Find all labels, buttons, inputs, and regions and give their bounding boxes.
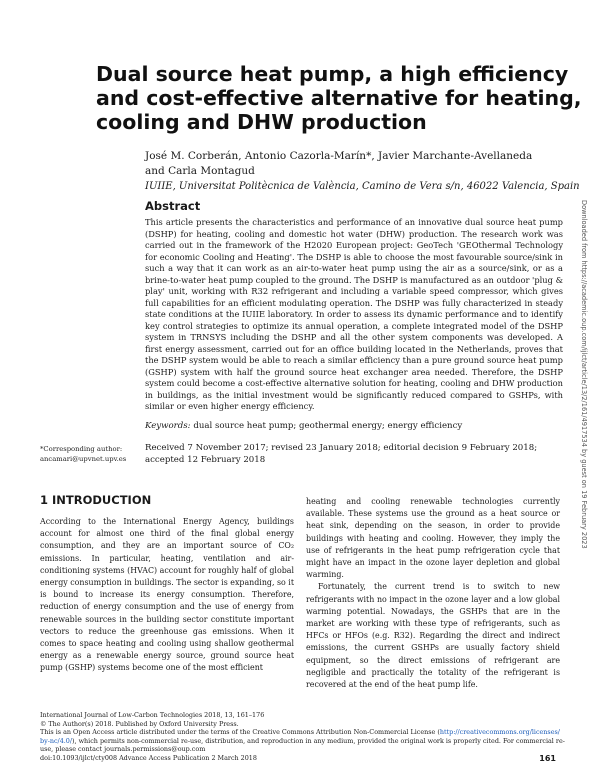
abstract-body: This article presents the characteristics and performance of an innovative dual source heat pump (DSHP) for heating, cooling and domestic hot water (DHW) production. The research work was carried out in the framework of the H2020 European project: GeoTech 'GEOthermal Technology for economic Cooling and Heating'. The DSHP is able to choose the most favourable source/sink in such a way that it can work as an air-to-water heat pump using the air as a source/sink, or as a brine-to-water heat pump coupled to the ground. The DSHP is manufactured as an outdoor 'plug & play' unit, working with R32 refrigerant and including a variable speed compressor, which gives full capabilities for an efficient modulating operation. The DSHP was fully characterized in steady state conditions at the IUIIE laboratory. In order to assess its dynamic performance and to identify key control strategies to optimize its annual operation, a complete integrated model of the DSHP system in TRNSYS including the DSHP and all the other system components was developed. A first energy assessment, carried out for an office building located in the Netherlands, proves that the DSHP system would be able to reach a similar efficiency than a pure ground source heat pump (GSHP) system with half the ground source heat exchanger area needed. Therefore, the DSHP system could become a cost-effective alternative solution for heating, cooling and DHW production in buildings, as the initial investment would be significantly reduced compared to GSHPs, with similar or even higher energy efficiency. <box>145 217 563 411</box>
journal-citation: International Journal of Low-Carbon Technologies 2018, 13, 161–176 <box>40 711 265 719</box>
abstract-heading: Abstract <box>145 199 201 213</box>
license-text: This is an Open Access article distributed under the terms of the Creative Commons Attribution Non-Commercial License ( <box>40 728 440 736</box>
keywords-text: dual source heat pump; geothermal energy; energy efficiency <box>193 421 463 431</box>
keywords <box>145 421 563 432</box>
affiliation: IUIIE, Universitat Politècnica de València, Camino de Vera s/n, 46022 Valencia, Spain <box>145 181 580 192</box>
received-dates: Received 7 November 2017; revised 23 January 2018; editorial decision 9 February 2018; accepted 12 February 2018 <box>145 443 538 465</box>
page-footer <box>40 711 565 762</box>
title-line: cooling and DHW production <box>96 110 427 134</box>
author-list <box>145 149 565 179</box>
copyright-notice: © The Author(s) 2018. Published by Oxford University Press. <box>40 719 239 728</box>
license-line <box>40 728 560 737</box>
doi-line: doi:10.1093/ijlct/cty008 Advance Access Publication 2 March 2018 <box>40 753 257 762</box>
corresponding-author-note <box>40 444 136 464</box>
title-line: Dual source heat pump, a high efficiency <box>96 62 569 86</box>
download-stamp <box>577 200 589 570</box>
paragraph: Fortunately, the current trend is to switch to new refrigerants with no impact in the ozone layer and a low global warming potential. Nowadays, the GSHPs that are in the market are working with these type of refrigerants, such as HFCs or HFOs (e.g. R32). Regarding the direct and indirect emissions, the current GSHPs are usually factory shield equipment, so the direct emissions of refrigerant are negligible and practically the totality of the refrigerant is recovered at the end of the heat pump life. <box>306 582 560 690</box>
keywords-label: Keywords: <box>145 421 191 431</box>
article-title <box>96 62 582 134</box>
author-line: and Carla Montagud <box>145 165 255 177</box>
paragraph: According to the International Energy Agency, buildings account for almost one third of the final global energy consumption, and they are an important source of CO₂ emissions. In particular, heating, ventilation and air-conditioning systems (HVAC) account for roughly half of global energy consumption in buildings. The sector is expanding, so it is bound to increase its energy consumption. Therefore, reduction of energy consumption and the use of energy from renewable sources in the building sector constitute important vectors to reduce the greenhouse gas emissions. When it comes to space heating and cooling using shallow geothermal energy as a renewable energy source, ground source heat pump (GSHP) systems become one of the most efficient <box>40 517 294 673</box>
license-link-continued[interactable]: by-nc/4.0/ <box>40 736 73 745</box>
corresponding-email[interactable]: ancamari@upvnet.upv.es <box>40 455 127 463</box>
page-number: 161 <box>539 754 556 763</box>
license-link[interactable]: http://creativecommons.org/licenses/ <box>439 728 560 736</box>
license-text: ), which permits non-commercial re-use, distribution, and reproduction in any medium, provided the original work is properly cited. For commercial re- <box>72 736 565 745</box>
corresponding-label: *Corresponding author: <box>40 445 123 453</box>
download-stamp-text: Downloaded from https://academic.oup.com/ijlct/article/13/2/161/4917534 by guest on 19 February 2023 <box>580 200 588 549</box>
section-heading-introduction: 1 INTRODUCTION <box>40 493 152 507</box>
column-left <box>40 516 294 675</box>
paragraph: heating and cooling renewable technologies currently available. These systems use the ground as a heat source or heat sink, depending on the season, in order to provide buildings with heating and cooling. However, they imply the use of refrigerants in the heat pump refrigeration cycle that might have an impact in the ozone layer depletion and global warming. <box>306 497 560 580</box>
column-right <box>306 496 560 691</box>
title-line: and cost-effective alternative for heating, <box>96 86 582 110</box>
license-line: use, please contact journals.permissions@oup.com <box>40 745 206 753</box>
author-line: José M. Corberán, Antonio Cazorla-Marín*, Javier Marchante-Avellaneda <box>145 150 533 162</box>
license-line <box>40 736 565 746</box>
